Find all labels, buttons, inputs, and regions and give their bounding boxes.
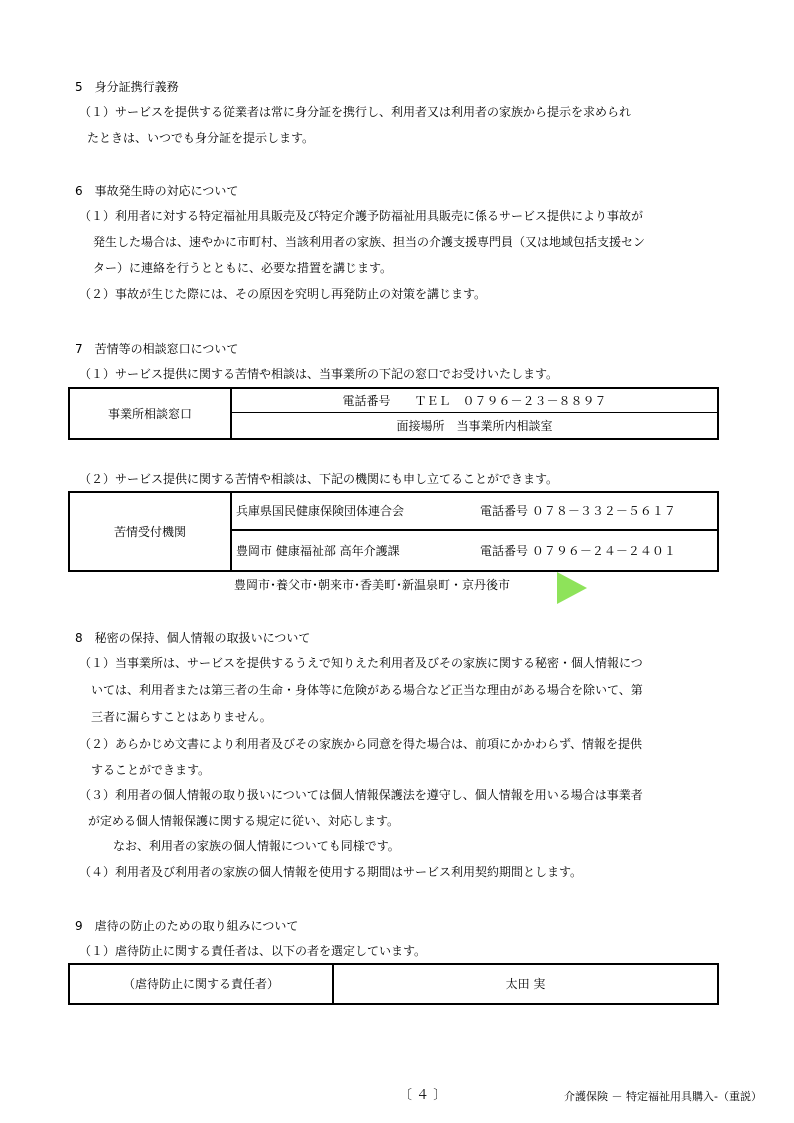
s8-p3-line2: が定める個人情報保護に関する規定に従い、対応します。 (88, 814, 400, 828)
agency-row-1 (232, 493, 717, 531)
agency-2-phone: 電話番号 ０７９６－２４－２４０１ (480, 543, 676, 558)
consultation-window-label: 事業所相談窓口 (70, 389, 232, 438)
s8-p4: （４）利用者及び利用者の家族の個人情報を使用する期間はサービス利用契約期間とします。 (79, 865, 583, 879)
s6-p2: （２）事故が生じた際には、その原因を究明し再発防止の対策を講じます。 (79, 287, 487, 301)
s8-p2-line1: （２）あらかじめ文書により利用者及びその家族から同意を得た場合は、前項にかかわらず、情報を提供 (79, 737, 643, 751)
s6-p1-line1: （１）利用者に対する特定福祉用具販売及び特定介護予防福祉用具販売に係るサービス提供により事故が (79, 209, 644, 223)
document-footer-title: 介護保険 － 特定福祉用具購入-（重説） (564, 1090, 762, 1103)
municipalities-note: 豊岡市･養父市･朝来市･香美町･新温泉町・京丹後市 (234, 578, 511, 592)
section-8-heading: 8 秘密の保持、個人情報の取扱いについて (75, 631, 311, 645)
s8-p3-line3: なお、利用者の家族の個人情報についても同様です。 (113, 839, 400, 853)
s5-p1-line2: たときは、いつでも身分証を提示します。 (87, 131, 315, 145)
consultation-window-table (68, 387, 719, 440)
section-7-heading: 7 苦情等の相談窓口について (75, 342, 239, 356)
s5-p1-line1: （１）サービスを提供する従業者は常に身分証を携行し、利用者又は利用者の家族から提示を求められ (79, 105, 632, 119)
consultation-phone: 電話番号 ＴＥＬ ０７９６－２３－８８９７ (232, 389, 717, 413)
agency-1-name: 兵庫県国民健康保険団体連合会 (236, 504, 405, 518)
consultation-place: 面接場所 当事業所内相談室 (396, 418, 553, 433)
s8-p1-line3: 三者に漏らすことはありません。 (91, 710, 272, 724)
complaint-agency-table (68, 491, 719, 572)
responsible-person-name: 太田 実 (505, 977, 546, 991)
agency-1-phone: 電話番号 ０７８－３３２－５６１７ (480, 504, 676, 518)
s7-p2: （２）サービス提供に関する苦情や相談は、下記の機関にも申し立てることができます。 (79, 472, 559, 486)
s9-p1: （１）虐待防止に関する責任者は、以下の者を選定しています。 (79, 944, 427, 958)
s8-p3-line1: （３）利用者の個人情報の取り扱いについては個人情報保護法を遵守し、個人情報を用いる場合は事業者 (79, 788, 643, 802)
page-number: 〔 ４ 〕 (399, 1088, 447, 1103)
s8-p1-line2: いては、利用者または第三者の生命・身体等に危険がある場合など正当な理由がある場合を除いて、第 (91, 683, 643, 697)
agency-2-name: 豊岡市 健康福祉部 高年介護課 (236, 543, 400, 558)
section-9-heading: 9 虐待の防止のための取り組みについて (75, 919, 299, 933)
agency-row-2 (232, 531, 717, 570)
s7-p1: （１）サービス提供に関する苦情や相談は、当事業所の下記の窓口でお受けいたします。 (79, 367, 559, 381)
section-5-heading: 5 身分証携行義務 (75, 80, 179, 94)
s8-p2-line2: することができます。 (91, 763, 211, 777)
play-arrow-icon (557, 572, 587, 604)
complaint-agency-label: 苦情受付機関 (70, 493, 232, 570)
s8-p1-line1: （１）当事業所は、サービスを提供するうえで知りえた利用者及びその家族に関する秘密・個人情報につ (79, 656, 643, 670)
s6-p1-line2: 発生した場合は、速やかに市町村、当該利用者の家族、担当の介護支援専門員（又は地域包括支援セン (93, 235, 646, 249)
section-6-heading: 6 事故発生時の対応について (75, 184, 239, 198)
s6-p1-line3: ター）に連絡を行うとともに、必要な措置を講じます。 (93, 261, 393, 275)
abuse-prevention-label: （虐待防止に関する責任者） (70, 965, 334, 1003)
abuse-prevention-table (68, 963, 719, 1005)
